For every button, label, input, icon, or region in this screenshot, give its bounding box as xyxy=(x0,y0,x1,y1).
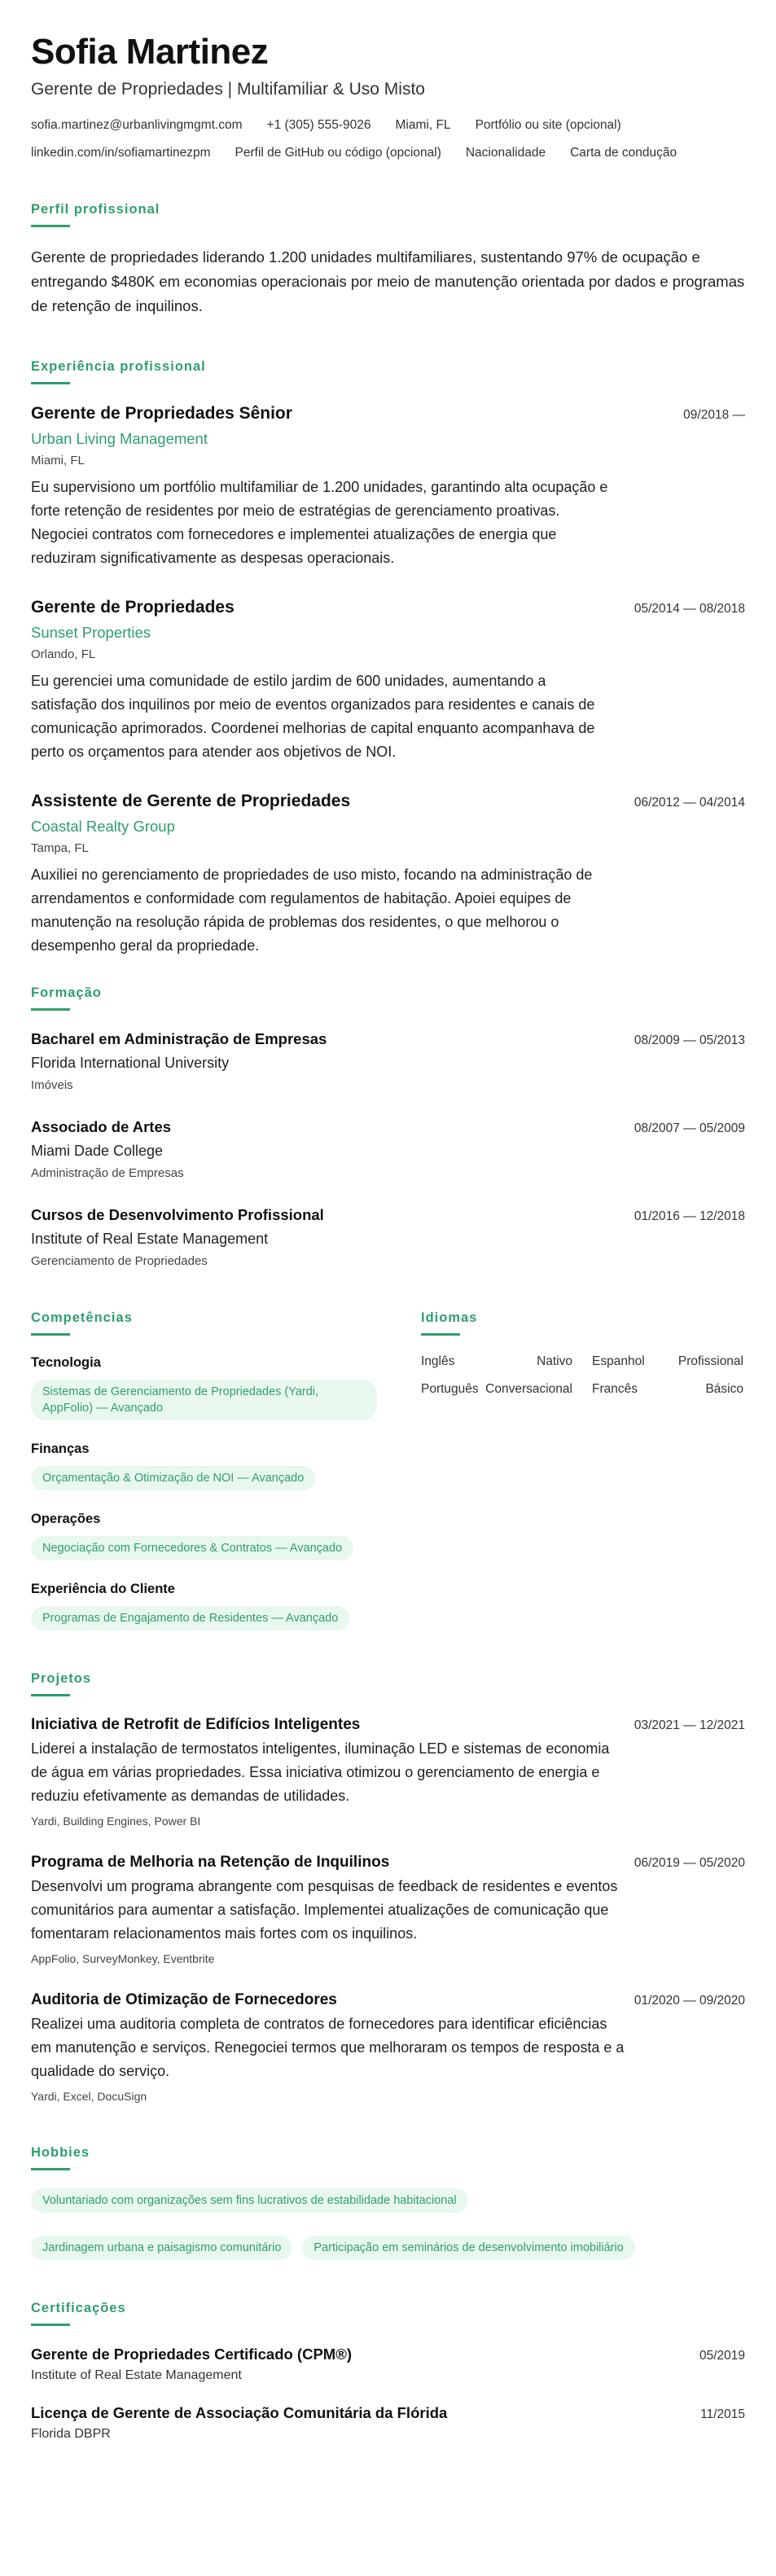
hobbies-title: Hobbies xyxy=(31,2145,90,2160)
languages-section xyxy=(421,1309,743,1630)
education-item xyxy=(31,1205,745,1270)
job-title: Assistente de Gerente de Propriedades xyxy=(31,792,351,810)
languages-title: Idiomas xyxy=(421,1310,478,1325)
certifications-title: Certificações xyxy=(31,2301,126,2315)
job-company: Urban Living Management xyxy=(31,430,208,447)
language-item xyxy=(592,1381,743,1398)
language-name: Português xyxy=(421,1382,479,1396)
project-title: Programa de Melhoria na Retenção de Inquilinos xyxy=(31,1854,390,1871)
contact-driving-license: Carta de condução xyxy=(570,146,677,160)
education-date: 08/2007 — 05/2009 xyxy=(634,1121,745,1135)
job-date: 05/2014 — 08/2018 xyxy=(634,602,745,616)
skill-chip: Negociação com Fornecedores & Contratos — Avançado xyxy=(31,1536,353,1560)
project-item xyxy=(31,1852,745,1967)
certification-date: 11/2015 xyxy=(700,2407,745,2421)
resume-header xyxy=(31,31,745,161)
education-institution: Institute of Real Estate Management xyxy=(31,1231,269,1247)
certification-item xyxy=(31,2344,745,2385)
hobby-list xyxy=(31,2188,745,2260)
language-level: Nativo xyxy=(537,1354,572,1368)
skill-chip: Programas de Engajamento de Residentes — Avançado xyxy=(31,1606,349,1630)
experience-section xyxy=(31,358,745,958)
skill-group xyxy=(31,1354,377,1420)
summary-text: Gerente de propriedades liderando 1.200 unidades multifamiliares, sustentando 97% de ocupação e entregando $480K em economias operacionais por meio de manutenção orientada por dados e programas de retenção de inquilinos. xyxy=(31,248,745,314)
education-date: 08/2009 — 05/2013 xyxy=(634,1033,745,1047)
section-divider xyxy=(31,1008,70,1011)
education-section xyxy=(31,984,745,1270)
projects-title: Projetos xyxy=(31,1671,92,1686)
project-item xyxy=(31,1990,745,2104)
certifications-section xyxy=(31,2299,745,2443)
education-item xyxy=(31,1117,745,1182)
section-divider xyxy=(31,1694,70,1696)
hobby-chip: Participação em seminários de desenvolvimento imobiliário xyxy=(302,2236,634,2260)
certification-issuer: Florida DBPR xyxy=(31,2427,111,2441)
project-tools: Yardi, Building Engines, Power BI xyxy=(31,1815,201,1828)
language-item xyxy=(421,1381,572,1398)
job-date: 06/2012 — 04/2014 xyxy=(634,796,745,810)
education-degree: Bacharel em Administração de Empresas xyxy=(31,1030,327,1047)
project-date: 01/2020 — 09/2020 xyxy=(634,1994,745,2008)
education-item xyxy=(31,1029,745,1094)
education-field: Administração de Empresas xyxy=(31,1166,184,1180)
certification-name: Licença de Gerente de Associação Comunitária da Flórida xyxy=(31,2404,448,2421)
certification-issuer: Institute of Real Estate Management xyxy=(31,2368,242,2382)
job-description: Eu gerenciei uma comunidade de estilo jardim de 600 unidades, aumentando a satisfação dos inquilinos por meio de eventos organizados para residentes e canais de comunicação aprimorados. Coordenei melhorias de capital enquanto acompanhava de perto os orçamentos para atender aos objetivos de NOI. xyxy=(31,673,595,760)
contact-list xyxy=(31,117,745,161)
project-date: 06/2019 — 05/2020 xyxy=(634,1856,745,1870)
language-name: Inglês xyxy=(421,1354,455,1368)
contact-nationality: Nacionalidade xyxy=(465,146,546,160)
section-divider xyxy=(421,1333,460,1336)
certification-date: 05/2019 xyxy=(699,2349,745,2363)
summary-section xyxy=(31,200,745,318)
skill-category: Finanças xyxy=(31,1442,90,1456)
contact-portfolio[interactable]: Portfólio ou site (opcional) xyxy=(475,118,621,132)
project-tools: AppFolio, SurveyMonkey, Eventbrite xyxy=(31,1952,215,1965)
job-description: Auxiliei no gerenciamento de propriedades de uso misto, focando na administração de arrendamentos e conformidade com regulamentos de habitação. Apoiei equipes de manutenção na resolução rápida de problemas dos residentes, o que melhorou o desempenho geral da propriedade. xyxy=(31,867,593,954)
education-degree: Associado de Artes xyxy=(31,1118,172,1135)
skill-group xyxy=(31,1440,377,1490)
hobbies-section xyxy=(31,2144,745,2260)
job-title: Gerente de Propriedades xyxy=(31,598,235,617)
section-divider xyxy=(31,2168,70,2170)
experience-item xyxy=(31,596,745,764)
job-location: Tampa, FL xyxy=(31,841,89,855)
education-field: Gerenciamento de Propriedades xyxy=(31,1254,208,1268)
section-divider xyxy=(31,2324,70,2326)
skills-section xyxy=(31,1309,377,1630)
language-level: Básico xyxy=(705,1382,743,1396)
contact-location: Miami, FL xyxy=(395,118,451,132)
section-divider xyxy=(31,225,70,227)
project-date: 03/2021 — 12/2021 xyxy=(634,1718,745,1732)
certification-name: Gerente de Propriedades Certificado (CPM®) xyxy=(31,2346,352,2363)
project-title: Auditoria de Otimização de Fornecedores xyxy=(31,1991,337,2008)
experience-title: Experiência profissional xyxy=(31,359,206,374)
experience-item xyxy=(31,402,745,570)
education-institution: Florida International University xyxy=(31,1055,230,1071)
language-item xyxy=(592,1354,743,1370)
skills-title: Competências xyxy=(31,1310,133,1325)
section-divider xyxy=(31,382,70,384)
skill-category: Operações xyxy=(31,1512,101,1526)
hobby-chip: Voluntariado com organizações sem fins lucrativos de estabilidade habitacional xyxy=(31,2188,468,2213)
certification-item xyxy=(31,2403,745,2443)
summary-title: Perfil profissional xyxy=(31,202,160,217)
skill-chip: Orçamentação & Otimização de NOI — Avançado xyxy=(31,1466,315,1490)
project-description: Desenvolvi um programa abrangente com pesquisas de feedback de residentes e eventos comunitários para aumentar a satisfação. Implementei atualizações de comunicação que fomentaram relacionamentos mais fortes com os inquilinos. xyxy=(31,1878,618,1942)
education-title: Formação xyxy=(31,985,102,1000)
project-item xyxy=(31,1714,745,1829)
skills-languages-row xyxy=(31,1309,745,1630)
job-location: Orlando, FL xyxy=(31,647,96,661)
language-level: Profissional xyxy=(677,1354,743,1368)
language-name: Espanhol xyxy=(592,1354,645,1368)
section-divider xyxy=(31,1333,70,1336)
education-degree: Cursos de Desenvolvimento Profissional xyxy=(31,1206,324,1223)
experience-item xyxy=(31,790,745,958)
skill-group xyxy=(31,1580,377,1630)
language-item xyxy=(421,1354,572,1370)
candidate-name: Sofia Martinez xyxy=(31,32,269,72)
contact-github[interactable]: Perfil de GitHub ou código (opcional) xyxy=(235,146,441,160)
contact-linkedin[interactable]: linkedin.com/in/sofiamartinezpm xyxy=(31,146,211,160)
job-description: Eu supervisiono um portfólio multifamiliar de 1.200 unidades, garantindo alta ocupação e forte retenção de residentes por meio de estratégias de gerenciamento proativas. Negociei contratos com fornecedores e implementei atualizações de energia que reduziram significativamente as despesas operacionais. xyxy=(31,479,608,566)
hobby-chip: Jardinagem urbana e paisagismo comunitário xyxy=(31,2236,292,2260)
skill-group xyxy=(31,1510,377,1560)
project-description: Realizei uma auditoria completa de contratos de fornecedores para identificar eficiências em manutenção e serviços. Renegociei termos que melhoraram os tempos de resposta e a qualidade do serviço. xyxy=(31,2016,625,2079)
job-title: Gerente de Propriedades Sênior xyxy=(31,404,292,423)
projects-section xyxy=(31,1670,745,2104)
job-company: Coastal Realty Group xyxy=(31,818,175,835)
language-name: Francês xyxy=(592,1382,638,1396)
project-tools: Yardi, Excel, DocuSign xyxy=(31,2090,147,2103)
education-field: Imóveis xyxy=(31,1078,73,1092)
education-date: 01/2016 — 12/2018 xyxy=(634,1209,745,1223)
project-description: Liderei a instalação de termostatos inteligentes, iluminação LED e sistemas de economia de água em várias propriedades. Essa iniciativa otimizou o gerenciamento de energia e reduziu efetivamente as demandas de utilidades. xyxy=(31,1740,610,1804)
candidate-headline: Gerente de Propriedades | Multifamiliar & Uso Misto xyxy=(31,80,425,99)
job-company: Sunset Properties xyxy=(31,624,151,641)
skill-chip: Sistemas de Gerenciamento de Propriedades (Yardi, AppFolio) — Avançado xyxy=(31,1380,377,1420)
skill-category: Tecnologia xyxy=(31,1355,101,1370)
language-list xyxy=(421,1354,743,1398)
education-institution: Miami Dade College xyxy=(31,1143,164,1159)
contact-phone[interactable]: +1 (305) 555-9026 xyxy=(266,118,371,132)
contact-email[interactable]: sofia.martinez@urbanlivingmgmt.com xyxy=(31,118,243,132)
skill-category: Experiência do Cliente xyxy=(31,1582,175,1596)
project-title: Iniciativa de Retrofit de Edifícios Inteligentes xyxy=(31,1716,361,1733)
language-level: Conversacional xyxy=(485,1382,572,1396)
job-date: 09/2018 — xyxy=(683,408,745,422)
job-location: Miami, FL xyxy=(31,454,85,467)
